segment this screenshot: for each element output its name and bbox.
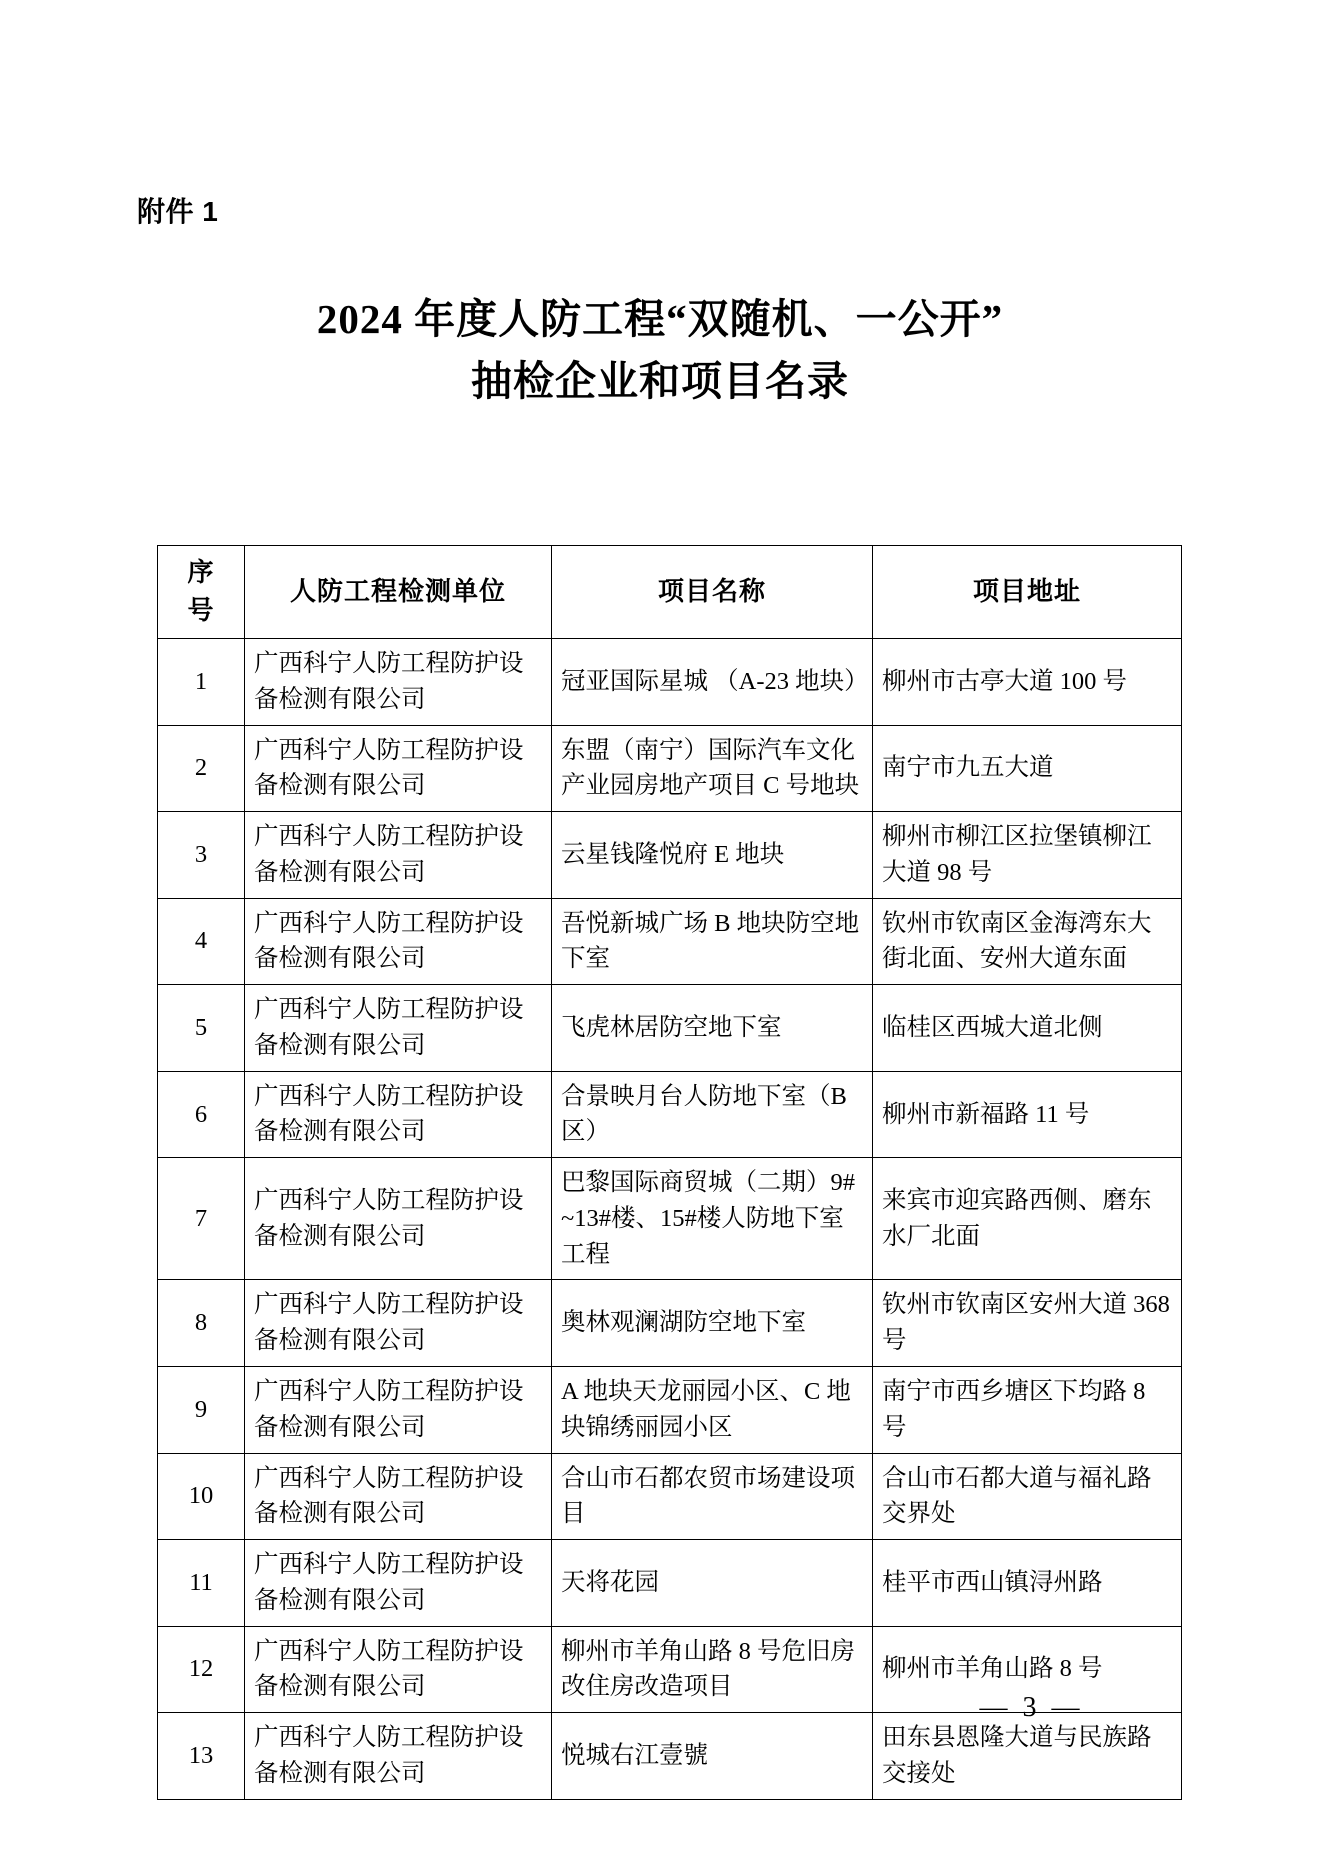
table-header bbox=[158, 546, 1182, 639]
cell-inspection-unit: 广西科宁人防工程防护设备检测有限公司 bbox=[245, 1453, 552, 1540]
cell-project-name: 吾悦新城广场 B 地块防空地下室 bbox=[552, 898, 873, 985]
column-header-project-name: 项目名称 bbox=[552, 546, 873, 639]
cell-project-address: 柳州市古亭大道 100 号 bbox=[873, 639, 1182, 726]
cell-project-name: 云星钱隆悦府 E 地块 bbox=[552, 812, 873, 899]
cell-project-address: 柳州市柳江区拉堡镇柳江大道 98 号 bbox=[873, 812, 1182, 899]
table-row bbox=[158, 1158, 1182, 1280]
cell-sequence-number: 13 bbox=[158, 1713, 245, 1800]
cell-project-address: 钦州市钦南区安州大道 368 号 bbox=[873, 1280, 1182, 1367]
cell-project-name: 悦城右江壹號 bbox=[552, 1713, 873, 1800]
cell-project-name: 合景映月台人防地下室（B 区） bbox=[552, 1071, 873, 1158]
table-row bbox=[158, 639, 1182, 726]
cell-project-name: 冠亚国际星城 （A-23 地块） bbox=[552, 639, 873, 726]
cell-inspection-unit: 广西科宁人防工程防护设备检测有限公司 bbox=[245, 1540, 552, 1627]
page-title-line-2: 抽检企业和项目名录 bbox=[471, 358, 849, 405]
cell-inspection-unit: 广西科宁人防工程防护设备检测有限公司 bbox=[245, 1280, 552, 1367]
table-row bbox=[158, 985, 1182, 1072]
cell-project-name: 东盟（南宁）国际汽车文化产业园房地产项目 C 号地块 bbox=[552, 725, 873, 812]
column-header-sequence-number-line-1: 序 bbox=[187, 557, 215, 588]
column-header-sequence-number bbox=[158, 546, 245, 639]
attachment-label: 附件 1 bbox=[137, 196, 219, 227]
cell-inspection-unit: 广西科宁人防工程防护设备检测有限公司 bbox=[245, 985, 552, 1072]
page-number: — 3 — bbox=[979, 1692, 1084, 1723]
cell-sequence-number: 2 bbox=[158, 725, 245, 812]
column-header-inspection-unit: 人防工程检测单位 bbox=[245, 546, 552, 639]
cell-sequence-number: 6 bbox=[158, 1071, 245, 1158]
cell-project-name: A 地块天龙丽园小区、C 地块锦绣丽园小区 bbox=[552, 1367, 873, 1454]
cell-sequence-number: 8 bbox=[158, 1280, 245, 1367]
cell-inspection-unit: 广西科宁人防工程防护设备检测有限公司 bbox=[245, 1071, 552, 1158]
cell-project-address: 柳州市新福路 11 号 bbox=[873, 1071, 1182, 1158]
cell-project-name: 合山市石都农贸市场建设项目 bbox=[552, 1453, 873, 1540]
inspection-listing-table bbox=[157, 545, 1182, 1800]
cell-inspection-unit: 广西科宁人防工程防护设备检测有限公司 bbox=[245, 725, 552, 812]
table-header-row bbox=[158, 546, 1182, 639]
table-row bbox=[158, 1367, 1182, 1454]
table-row bbox=[158, 1540, 1182, 1627]
cell-project-name: 柳州市羊角山路 8 号危旧房改住房改造项目 bbox=[552, 1626, 873, 1713]
table-row bbox=[158, 1071, 1182, 1158]
column-header-sequence-number-line-2: 号 bbox=[187, 595, 215, 625]
cell-project-name: 天将花园 bbox=[552, 1540, 873, 1627]
table-row bbox=[158, 898, 1182, 985]
table-body bbox=[158, 639, 1182, 1800]
table-row bbox=[158, 1453, 1182, 1540]
cell-sequence-number: 12 bbox=[158, 1626, 245, 1713]
cell-project-address: 南宁市九五大道 bbox=[873, 725, 1182, 812]
cell-project-address: 临桂区西城大道北侧 bbox=[873, 985, 1182, 1072]
cell-sequence-number: 10 bbox=[158, 1453, 245, 1540]
table-row bbox=[158, 812, 1182, 899]
cell-inspection-unit: 广西科宁人防工程防护设备检测有限公司 bbox=[245, 898, 552, 985]
cell-project-address: 钦州市钦南区金海湾东大街北面、安州大道东面 bbox=[873, 898, 1182, 985]
column-header-project-address: 项目地址 bbox=[873, 546, 1182, 639]
cell-inspection-unit: 广西科宁人防工程防护设备检测有限公司 bbox=[245, 1713, 552, 1800]
cell-inspection-unit: 广西科宁人防工程防护设备检测有限公司 bbox=[245, 1626, 552, 1713]
cell-project-address: 田东县恩隆大道与民族路交接处 bbox=[873, 1713, 1182, 1800]
page-title-line-1: 2024 年度人防工程“双随机、一公开” bbox=[316, 296, 1004, 342]
cell-sequence-number: 3 bbox=[158, 812, 245, 899]
page-title bbox=[160, 288, 1160, 413]
cell-project-name: 飞虎林居防空地下室 bbox=[552, 985, 873, 1072]
cell-sequence-number: 1 bbox=[158, 639, 245, 726]
cell-project-address: 来宾市迎宾路西侧、磨东水厂北面 bbox=[873, 1158, 1182, 1280]
cell-project-address: 桂平市西山镇浔州路 bbox=[873, 1540, 1182, 1627]
cell-project-name: 奥林观澜湖防空地下室 bbox=[552, 1280, 873, 1367]
cell-sequence-number: 9 bbox=[158, 1367, 245, 1454]
cell-project-address: 南宁市西乡塘区下均路 8 号 bbox=[873, 1367, 1182, 1454]
page-footer bbox=[0, 1692, 1323, 1724]
table-row bbox=[158, 1280, 1182, 1367]
cell-project-address: 柳州市羊角山路 8 号 bbox=[873, 1626, 1182, 1713]
cell-inspection-unit: 广西科宁人防工程防护设备检测有限公司 bbox=[245, 639, 552, 726]
cell-sequence-number: 5 bbox=[158, 985, 245, 1072]
cell-inspection-unit: 广西科宁人防工程防护设备检测有限公司 bbox=[245, 1367, 552, 1454]
table-row bbox=[158, 1713, 1182, 1800]
listing-table-container bbox=[157, 545, 1170, 1800]
cell-inspection-unit: 广西科宁人防工程防护设备检测有限公司 bbox=[245, 812, 552, 899]
cell-inspection-unit: 广西科宁人防工程防护设备检测有限公司 bbox=[245, 1158, 552, 1280]
cell-project-name: 巴黎国际商贸城（二期）9#~13#楼、15#楼人防地下室工程 bbox=[552, 1158, 873, 1280]
cell-project-address: 合山市石都大道与福礼路交界处 bbox=[873, 1453, 1182, 1540]
cell-sequence-number: 11 bbox=[158, 1540, 245, 1627]
table-row bbox=[158, 725, 1182, 812]
cell-sequence-number: 7 bbox=[158, 1158, 245, 1280]
cell-sequence-number: 4 bbox=[158, 898, 245, 985]
